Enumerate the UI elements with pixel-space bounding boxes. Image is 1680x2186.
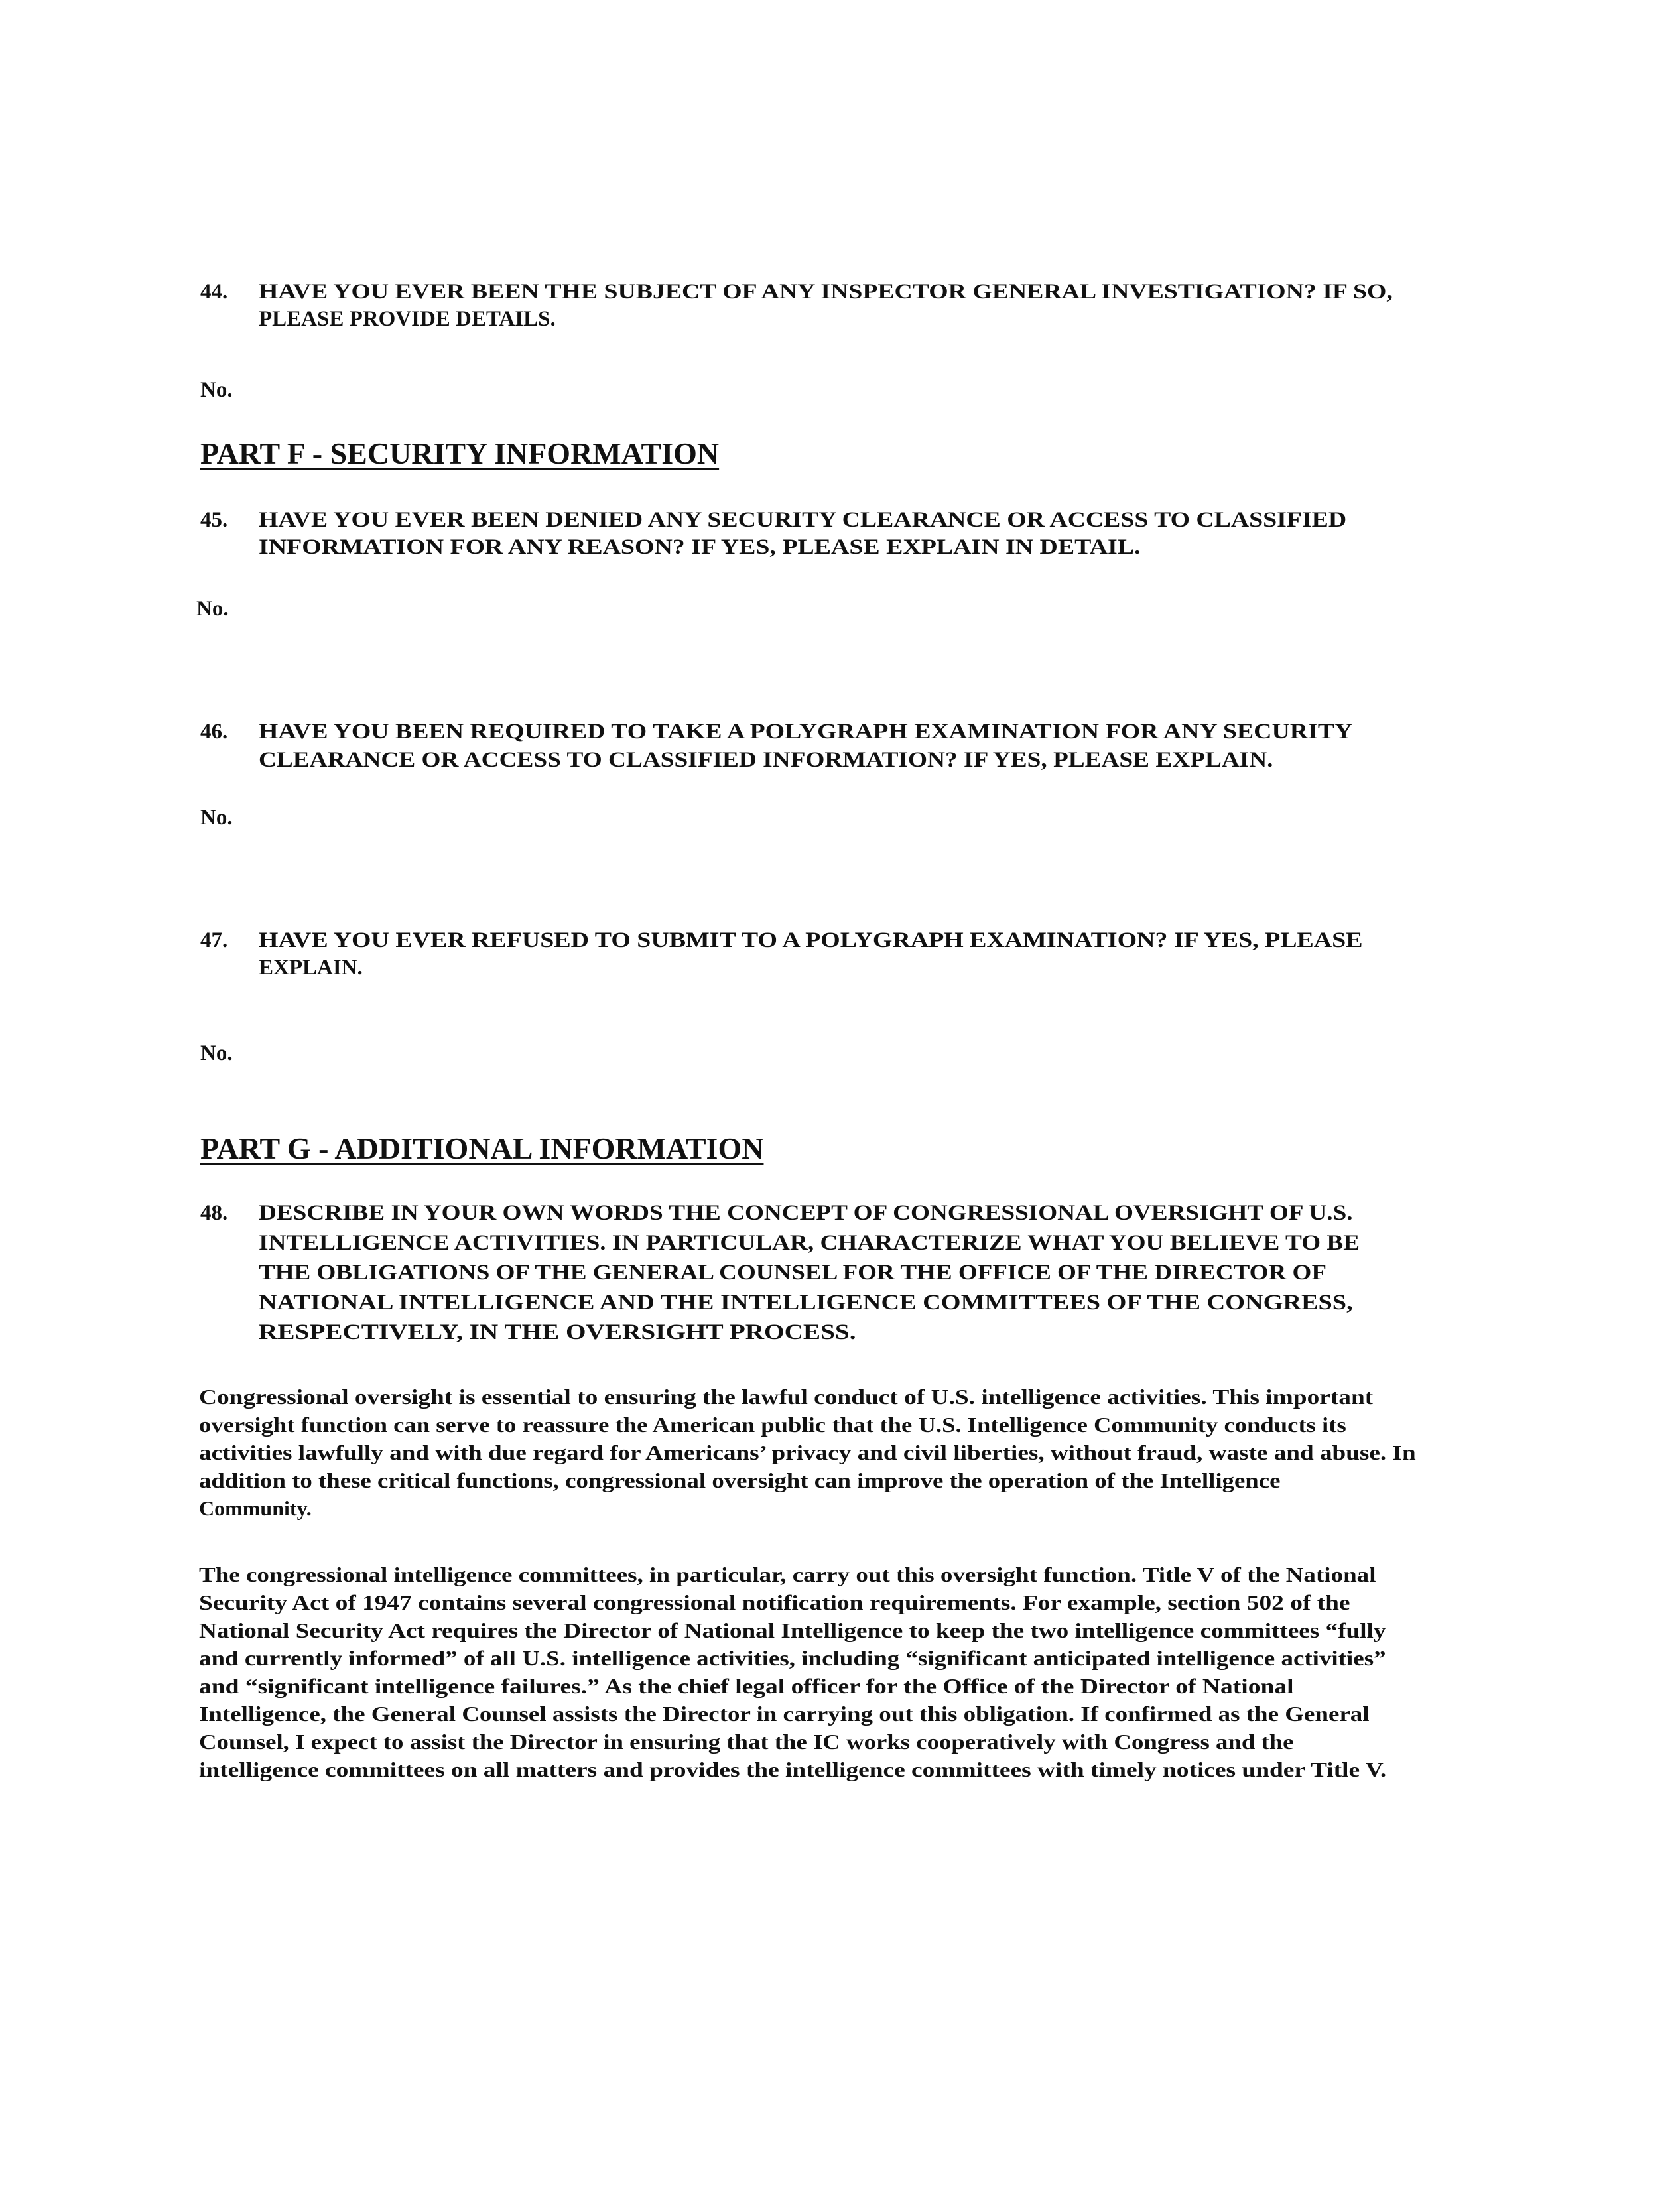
paragraph-line: oversight function can serve to reassure the American public that the U.S. Intelligence Community conducts its — [199, 1413, 1346, 1437]
paragraph-line: intelligence committees on all matters and provides the intelligence committees with timely notices under Title V. — [199, 1758, 1387, 1781]
paragraph-line: Congressional oversight is essential to ensuring the lawful conduct of U.S. intelligence activities. This important — [199, 1385, 1374, 1409]
question-text: DESCRIBE IN YOUR OWN WORDS THE CONCEPT OF CONGRESSIONAL OVERSIGHT OF U.S. — [259, 1201, 1353, 1225]
question-text: CLEARANCE OR ACCESS TO CLASSIFIED INFORMATION? IF YES, PLEASE EXPLAIN. — [259, 748, 1273, 772]
answer: No. — [200, 1041, 233, 1065]
question-number: 44. — [200, 280, 228, 304]
section-heading: PART F - SECURITY INFORMATION — [200, 436, 720, 470]
question-text: THE OBLIGATIONS OF THE GENERAL COUNSEL FOR THE OFFICE OF THE DIRECTOR OF — [259, 1261, 1326, 1285]
paragraph-line: Counsel, I expect to assist the Director in ensuring that the IC works cooperatively with Congress and the — [199, 1730, 1294, 1754]
answer: No. — [200, 378, 233, 402]
question-text: HAVE YOU EVER REFUSED TO SUBMIT TO A POLYGRAPH EXAMINATION? IF YES, PLEASE — [259, 929, 1363, 952]
paragraph-line: and currently informed” of all U.S. intelligence activities, including “significant anticipated intelligence activities” — [199, 1646, 1386, 1670]
paragraph-line: and “significant intelligence failures.” As the chief legal officer for the Office of the Director of National — [199, 1674, 1294, 1698]
answer: No. — [200, 806, 233, 830]
paragraph-line: Security Act of 1947 contains several congressional notification requirements. For example, section 502 of the — [199, 1590, 1350, 1614]
question-text: HAVE YOU BEEN REQUIRED TO TAKE A POLYGRAPH EXAMINATION FOR ANY SECURITY — [259, 720, 1353, 743]
question-text: EXPLAIN. — [259, 956, 363, 980]
paragraph-line: addition to these critical functions, congressional oversight can improve the operation of the Intelligence — [199, 1468, 1281, 1492]
question-text: HAVE YOU EVER BEEN DENIED ANY SECURITY CLEARANCE OR ACCESS TO CLASSIFIED — [259, 508, 1347, 532]
section-heading: PART G - ADDITIONAL INFORMATION — [200, 1131, 764, 1165]
paragraph-line: activities lawfully and with due regard for Americans’ privacy and civil liberties, without fraud, waste and abuse. In — [199, 1441, 1416, 1464]
question-number: 47. — [200, 929, 228, 952]
question-text: NATIONAL INTELLIGENCE AND THE INTELLIGENCE COMMITTEES OF THE CONGRESS, — [259, 1291, 1353, 1315]
question-text: RESPECTIVELY, IN THE OVERSIGHT PROCESS. — [259, 1320, 856, 1344]
paragraph-line: The congressional intelligence committees, in particular, carry out this oversight function. Title V of the National — [199, 1563, 1376, 1586]
paragraph-line: National Security Act requires the Director of National Intelligence to keep the two intelligence committees “fully — [199, 1618, 1386, 1642]
paragraph-line: Intelligence, the General Counsel assists the Director in carrying out this obligation. If confirmed as the General — [199, 1702, 1370, 1726]
question-text: INTELLIGENCE ACTIVITIES. IN PARTICULAR, CHARACTERIZE WHAT YOU BELIEVE TO BE — [259, 1231, 1360, 1255]
question-number: 46. — [200, 720, 228, 743]
question-text: PLEASE PROVIDE DETAILS. — [259, 307, 556, 331]
question-number: 45. — [200, 508, 228, 532]
answer: No. — [196, 597, 229, 621]
question-text: INFORMATION FOR ANY REASON? IF YES, PLEASE EXPLAIN IN DETAIL. — [259, 535, 1141, 559]
paragraph-line: Community. — [199, 1496, 312, 1520]
question-number: 48. — [200, 1201, 228, 1225]
question-text: HAVE YOU EVER BEEN THE SUBJECT OF ANY INSPECTOR GENERAL INVESTIGATION? IF SO, — [259, 280, 1393, 304]
